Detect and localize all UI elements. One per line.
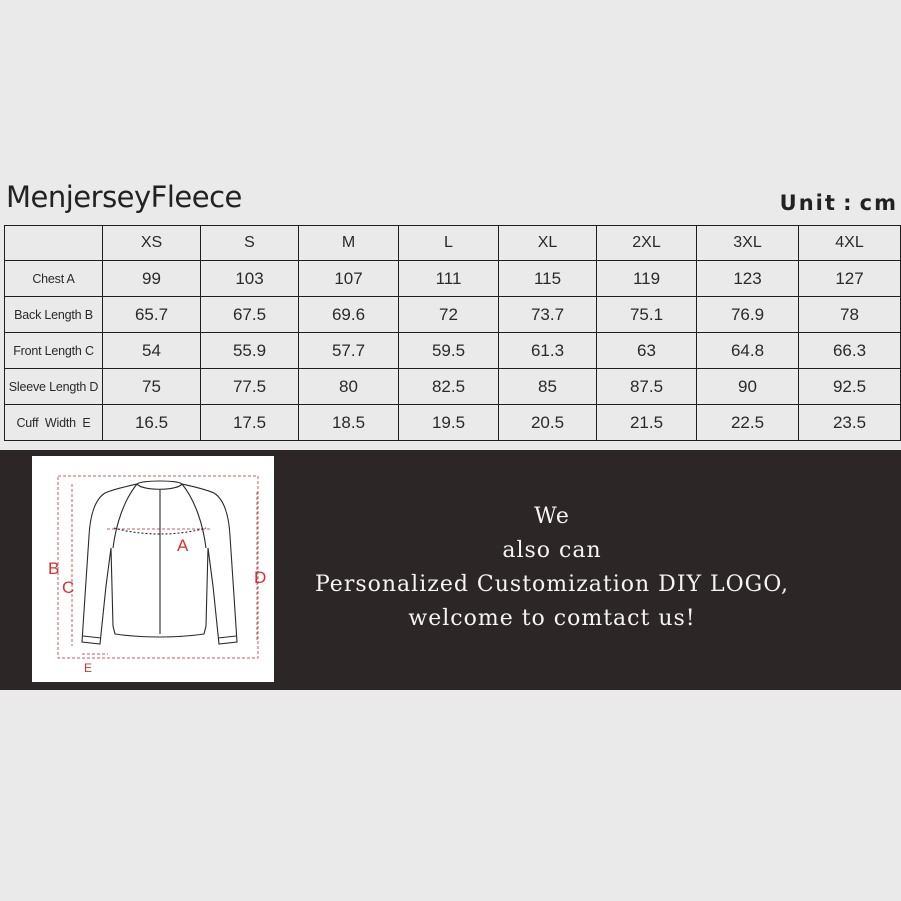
table-cell: 54 <box>103 333 201 369</box>
jersey-raglan-left <box>113 484 137 548</box>
table-cell: 111 <box>399 261 499 297</box>
size-header: 3XL <box>697 226 799 261</box>
label-c: C <box>62 578 75 597</box>
size-header: L <box>399 226 499 261</box>
table-row <box>5 369 901 405</box>
table-row <box>5 261 901 297</box>
table-cell: 82.5 <box>399 369 499 405</box>
jersey-collar <box>137 481 182 489</box>
jersey-diagram-svg <box>32 456 274 682</box>
unit-label: Unit : cm <box>779 191 898 215</box>
size-table <box>4 225 901 441</box>
header-row <box>5 226 901 261</box>
table-cell: 22.5 <box>697 405 799 441</box>
custom-logo-message <box>290 500 814 636</box>
table-cell: 87.5 <box>597 369 697 405</box>
jersey-cuff-left <box>83 636 101 638</box>
table-cell: 57.7 <box>299 333 399 369</box>
jersey-cuff-right <box>218 636 236 638</box>
table-cell: 61.3 <box>499 333 597 369</box>
table-cell: 78 <box>799 297 901 333</box>
table-cell: 19.5 <box>399 405 499 441</box>
label-d: D <box>254 568 267 587</box>
table-cell: 17.5 <box>201 405 299 441</box>
row-label: Front Length C <box>5 333 103 369</box>
table-row <box>5 405 901 441</box>
row-label: Chest A <box>5 261 103 297</box>
table-cell: 65.7 <box>103 297 201 333</box>
table-cell: 69.6 <box>299 297 399 333</box>
measure-b-guide <box>58 476 258 658</box>
table-cell: 80 <box>299 369 399 405</box>
table-cell: 115 <box>499 261 597 297</box>
message-line: Personalized Customization DIY LOGO, <box>314 572 789 597</box>
table-row <box>5 333 901 369</box>
jersey-measurement-diagram <box>32 456 274 682</box>
size-header: XL <box>499 226 597 261</box>
table-cell: 16.5 <box>103 405 201 441</box>
table-cell: 23.5 <box>799 405 901 441</box>
table-cell: 73.7 <box>499 297 597 333</box>
row-label: Sleeve Length D <box>5 369 103 405</box>
row-label: Back Length B <box>5 297 103 333</box>
table-cell: 99 <box>103 261 201 297</box>
label-b: B <box>48 559 60 578</box>
table-cell: 103 <box>201 261 299 297</box>
table-cell: 92.5 <box>799 369 901 405</box>
label-e: E <box>84 661 93 675</box>
table-cell: 18.5 <box>299 405 399 441</box>
table-cell: 85 <box>499 369 597 405</box>
message-line: also can <box>502 538 602 563</box>
size-header: 4XL <box>799 226 901 261</box>
size-header: S <box>201 226 299 261</box>
row-label: Cuff Width E <box>5 405 103 441</box>
table-cell: 64.8 <box>697 333 799 369</box>
table-cell: 127 <box>799 261 901 297</box>
table-cell: 75.1 <box>597 297 697 333</box>
table-cell: 67.5 <box>201 297 299 333</box>
table-cell: 63 <box>597 333 697 369</box>
table-cell: 75 <box>103 369 201 405</box>
table-cell: 72 <box>399 297 499 333</box>
label-a: A <box>177 536 189 555</box>
table-cell: 59.5 <box>399 333 499 369</box>
table-row <box>5 297 901 333</box>
table-cell: 66.3 <box>799 333 901 369</box>
size-header: 2XL <box>597 226 697 261</box>
message-line: welcome to comtact us! <box>408 606 696 631</box>
chart-title: MenjerseyFleece <box>6 180 242 214</box>
table-cell: 55.9 <box>201 333 299 369</box>
table-cell: 107 <box>299 261 399 297</box>
table-cell: 77.5 <box>201 369 299 405</box>
table-cell: 21.5 <box>597 405 697 441</box>
table-cell: 119 <box>597 261 697 297</box>
corner-cell <box>5 226 103 261</box>
table-cell: 90 <box>697 369 799 405</box>
table-cell: 76.9 <box>697 297 799 333</box>
table-cell: 123 <box>697 261 799 297</box>
size-header: M <box>299 226 399 261</box>
size-header: XS <box>103 226 201 261</box>
table-cell: 20.5 <box>499 405 597 441</box>
message-line: We <box>534 504 570 529</box>
